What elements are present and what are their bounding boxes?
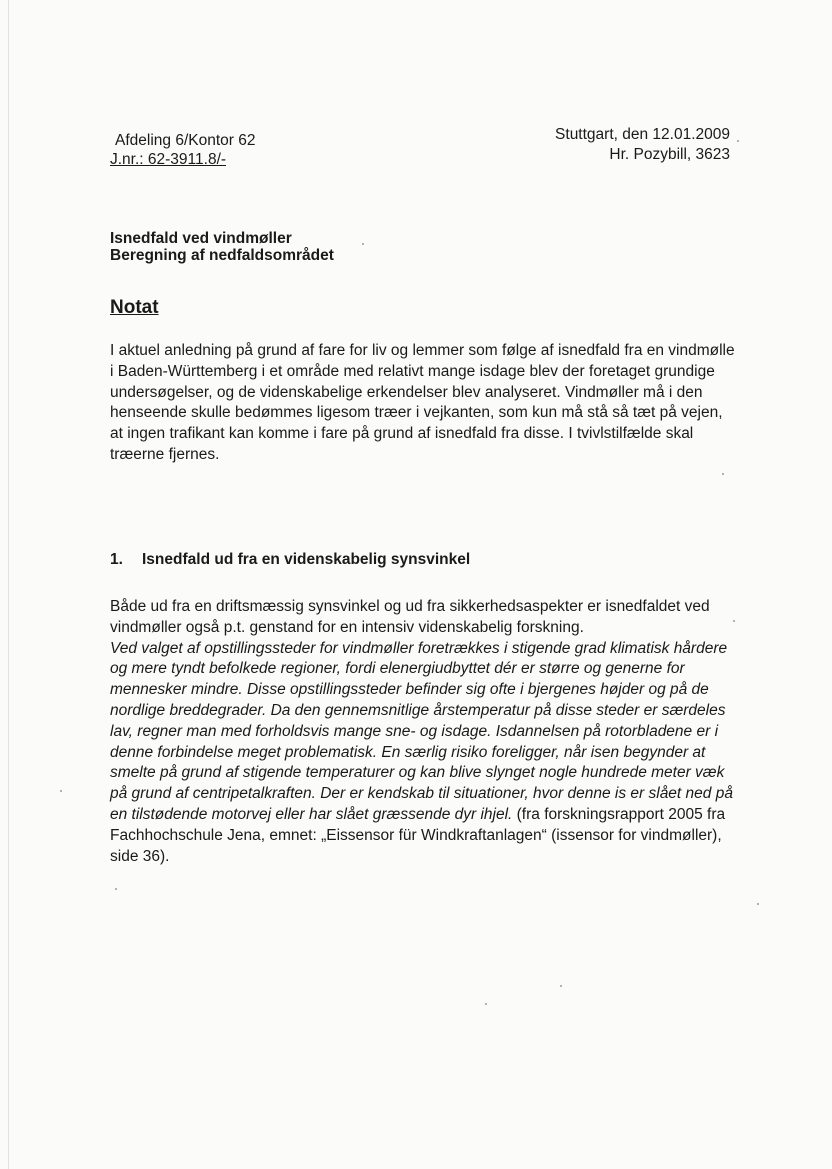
contact-person: Hr. Pozybill, 3623 [609,146,730,163]
scan-speck [722,473,724,475]
subject-line-2: Beregning af nedfaldsområdet [110,247,334,264]
section-number: 1. [110,551,123,568]
scan-speck [757,903,759,905]
scan-speck [737,140,739,142]
scan-speck [362,243,364,245]
scan-margin-line [8,0,9,1169]
document-label: Notat [110,297,159,318]
quote-source: (fra forskningsrapport 2005 fra Fachhochschule Jena, emnet: „Eissensor für Windkraftanlagen“ (issensor for vindmøller), side 36). [110,805,726,865]
section-body [110,597,735,867]
intro-paragraph: I aktuel anledning på grund af fare for liv og lemmer som følge af isnedfald fra en vindmølle i Baden-Württemberg i et område med relativt mange isdage blev der foretaget grundige undersøgelser, og de videnskabelige erkendelser blev analyseret. Vindmøller må i den henseende skulle bedømmes ligesom træer i vejkanten, som kun må stå så tæt på vejen, at ingen trafikant kan komme i fare på grund af isnedfald fra disse. I tvivlstilfælde skal træerne fjernes. [110,342,735,463]
section-title: Isnedfald ud fra en videnskabelig synsvinkel [142,551,471,568]
scan-speck [60,790,62,792]
journal-number: J.nr.: 62-3911.8/- [110,151,227,168]
scan-speck [485,1003,487,1005]
subject-block [110,230,334,264]
scan-speck [115,888,117,890]
department: Afdeling 6/Kontor 62 [115,132,256,149]
scan-speck [733,620,735,622]
subject-line-1: Isnedfald ved vindmøller [110,230,292,247]
scan-speck [560,985,562,987]
sender-block [110,131,255,169]
section-heading [110,551,470,569]
place-date: Stuttgart, den 12.01.2009 [555,126,730,143]
section-intro-text: Både ud fra en driftsmæssig synsvinkel og ud fra sikkerhedsaspekter er isnedfaldet ved vindmøller også p.t. genstand for en intensiv videnskabelig forskning. [110,598,710,636]
date-block [555,125,730,165]
research-quote: Ved valget af opstillingssteder for vindmøller foretrækkes i stigende grad klimatisk hårdere og mere tyndt befolkede regioner, fordi elenergiudbyttet dér er større og generne for mennesker mindre. Disse opstillingssteder befinder sig ofte i bjergenes højder og på de nordlige breddegrader. Da den gennemsnitlige årstemperatur på disse steder er særdeles lav, regner man med forholdsvis mange sne- og isdage. Isdannelsen på rotorbladene er i denne forbindelse meget problematisk. En særlig risiko foreligger, når isen begynder at smelte på grund af stigende temperaturer og kan blive slynget nogle hundrede meter væk på grund af centripetalkraften. Der er kendskab til situationer, hvor denne is er slået ned på en tilstødende motorvej eller har slået græssende dyr ihjel. [110,639,733,823]
